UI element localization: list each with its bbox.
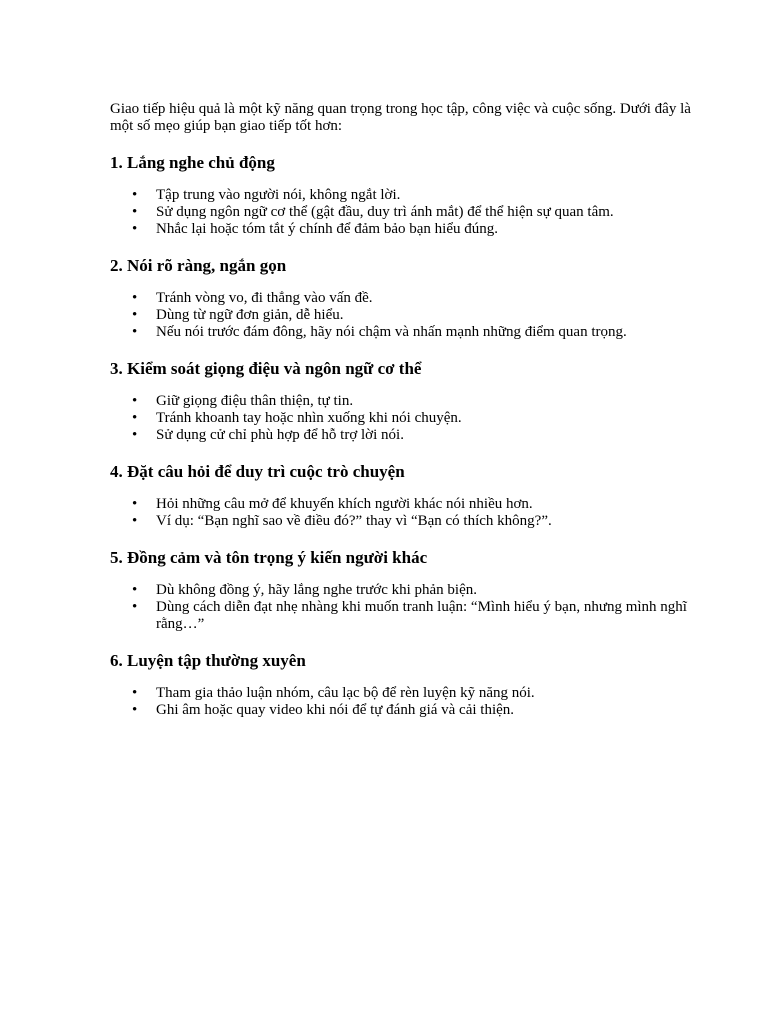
- list-item-text: Sử dụng ngôn ngữ cơ thể (gật đầu, duy trì ánh mắt) để thể hiện sự quan tâm.: [156, 204, 614, 220]
- bullet-icon: •: [132, 307, 138, 323]
- list-item: [110, 513, 704, 530]
- list-item-text: Giữ giọng điệu thân thiện, tự tin.: [156, 393, 354, 409]
- list-item-text: Ví dụ: “Bạn nghĩ sao về điều đó?” thay vì “Bạn có thích không?”.: [156, 513, 552, 529]
- list-item: [110, 204, 704, 221]
- bullet-icon: •: [132, 685, 138, 701]
- list-item-text: Dù không đồng ý, hãy lắng nghe trước khi phản biện.: [156, 582, 478, 598]
- sections-container: [110, 153, 704, 719]
- list-item-text: Tránh vòng vo, đi thẳng vào vấn đề.: [156, 290, 373, 306]
- list-item: [110, 496, 704, 513]
- list-item-text: Dùng từ ngữ đơn giản, dễ hiểu.: [156, 307, 344, 323]
- bullet-icon: •: [132, 290, 138, 306]
- bullet-list: [110, 685, 704, 719]
- bullet-icon: •: [132, 221, 138, 237]
- section-heading: 6. Luyện tập thường xuyên: [110, 651, 306, 670]
- bullet-icon: •: [132, 599, 138, 615]
- bullet-list: [110, 290, 704, 341]
- list-item-text: Nhắc lại hoặc tóm tắt ý chính để đảm bảo bạn hiểu đúng.: [156, 221, 498, 237]
- section-heading: 2. Nói rõ ràng, ngắn gọn: [110, 256, 287, 275]
- intro-paragraph: Giao tiếp hiệu quả là một kỹ năng quan trọng trong học tập, công việc và cuộc sống. Dưới đây là một số mẹo giúp bạn giao tiếp tốt hơn:: [110, 101, 691, 134]
- section-heading: 3. Kiểm soát giọng điệu và ngôn ngữ cơ thể: [110, 359, 422, 378]
- list-item-text: Tham gia thảo luận nhóm, câu lạc bộ để rèn luyện kỹ năng nói.: [156, 685, 535, 701]
- list-item: [110, 427, 704, 444]
- list-item: [110, 307, 704, 324]
- bullet-list: [110, 582, 704, 633]
- list-item: [110, 324, 704, 341]
- bullet-icon: •: [132, 393, 138, 409]
- bullet-icon: •: [132, 582, 138, 598]
- list-item: [110, 599, 704, 633]
- list-item: [110, 221, 704, 238]
- bullet-list: [110, 393, 704, 444]
- list-item-text: Sử dụng cử chỉ phù hợp để hỗ trợ lời nói.: [156, 427, 404, 443]
- bullet-icon: •: [132, 427, 138, 443]
- list-item-text: Dùng cách diễn đạt nhẹ nhàng khi muốn tranh luận: “Mình hiểu ý bạn, nhưng mình nghĩ rằng…”: [156, 599, 687, 632]
- bullet-icon: •: [132, 410, 138, 426]
- bullet-icon: •: [132, 513, 138, 529]
- list-item: [110, 685, 704, 702]
- bullet-icon: •: [132, 702, 138, 718]
- list-item-text: Nếu nói trước đám đông, hãy nói chậm và nhấn mạnh những điểm quan trọng.: [156, 324, 627, 340]
- bullet-icon: •: [132, 187, 138, 203]
- section-heading: 5. Đồng cảm và tôn trọng ý kiến người khác: [110, 548, 428, 567]
- section-heading: 1. Lắng nghe chủ động: [110, 153, 275, 172]
- list-item-text: Tránh khoanh tay hoặc nhìn xuống khi nói chuyện.: [156, 410, 462, 426]
- list-item: [110, 290, 704, 307]
- list-item: [110, 582, 704, 599]
- list-item: [110, 702, 704, 719]
- list-item: [110, 187, 704, 204]
- list-item: [110, 393, 704, 410]
- list-item: [110, 410, 704, 427]
- bullet-icon: •: [132, 496, 138, 512]
- bullet-icon: •: [132, 204, 138, 220]
- list-item-text: Tập trung vào người nói, không ngắt lời.: [156, 187, 401, 203]
- list-item-text: Hỏi những câu mở để khuyến khích người khác nói nhiều hơn.: [156, 496, 533, 512]
- list-item-text: Ghi âm hoặc quay video khi nói để tự đánh giá và cải thiện.: [156, 702, 515, 718]
- bullet-list: [110, 496, 704, 530]
- section-heading: 4. Đặt câu hỏi để duy trì cuộc trò chuyện: [110, 462, 405, 481]
- bullet-icon: •: [132, 324, 138, 340]
- bullet-list: [110, 187, 704, 238]
